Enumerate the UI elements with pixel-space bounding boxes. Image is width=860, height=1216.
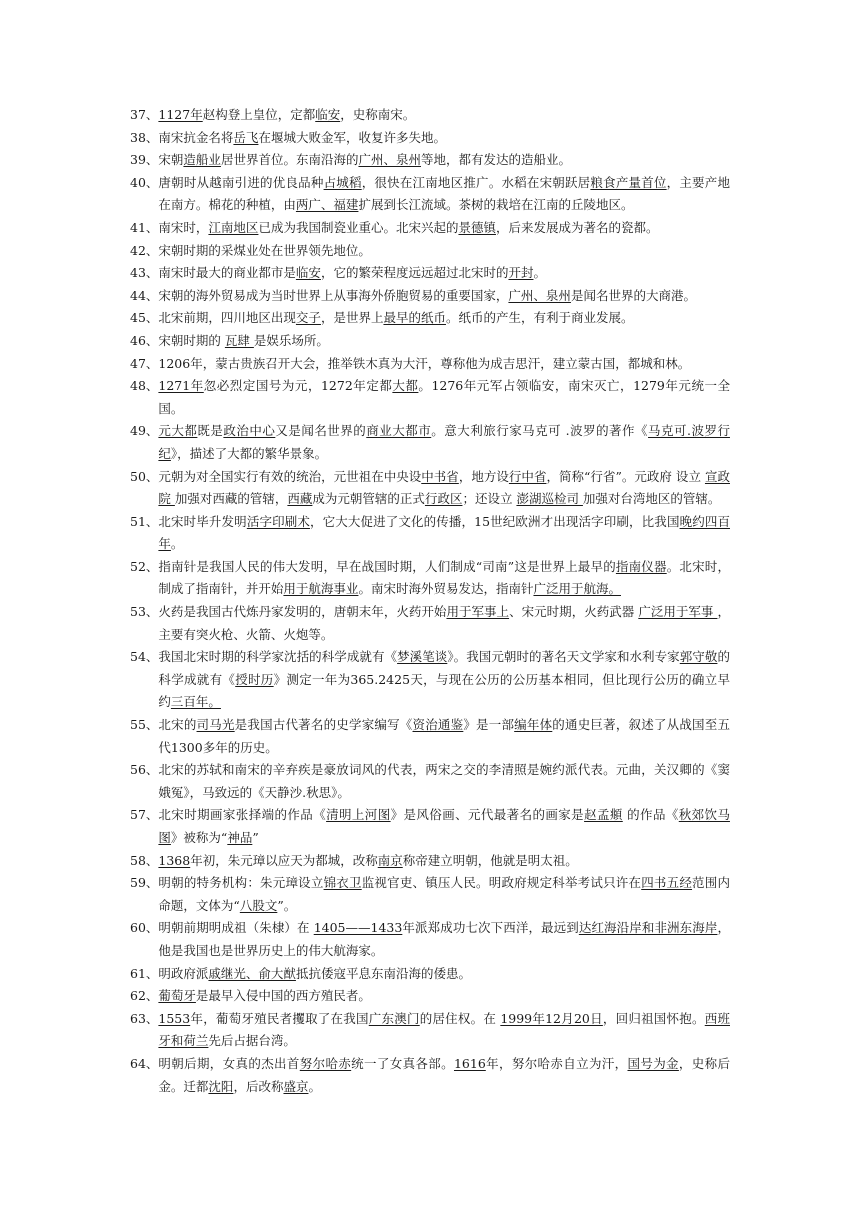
item-text (158, 511, 730, 556)
text-segment: 我国北宋时期的科学家沈括的科学成就有《 (158, 649, 398, 665)
text-segment: 忽必烈定国号为元，1272年定都 (203, 378, 393, 394)
item-number: 44、 (130, 287, 159, 303)
underlined-term: 广州、泉州 (358, 152, 421, 168)
underlined-term: 西班牙和荷兰 (158, 1010, 730, 1049)
item-text (158, 307, 730, 330)
item-number: 52、 (130, 558, 159, 574)
text-segment: 统一了女真各部。 (351, 1055, 454, 1071)
underlined-term: 澎湖巡检司 (516, 491, 583, 507)
text-segment: 年派郑成功七次下西洋，最远到 (402, 920, 579, 936)
text-segment: 在堰城大败金军，收复许多失地。 (258, 129, 446, 145)
list-item (0, 240, 730, 263)
underlined-term: 沈阳 (208, 1078, 234, 1094)
text-segment: 明政府派 (158, 965, 209, 981)
text-segment: 》，描述了大都的繁华景象。 (170, 445, 328, 461)
text-segment: ，他是我国也是世界历史上的伟大航海家。 (158, 920, 730, 958)
underlined-term: 努尔哈赤 (299, 1055, 352, 1071)
underlined-term: 宣政院 (158, 468, 730, 507)
text-segment: 宋朝时期的采煤业处在世界领先地位。 (158, 242, 371, 258)
text-segment: 。1276年元军占领临安，南宋灭亡，1279年元统一全国。 (158, 378, 730, 416)
underlined-term: 赵孟頫 (584, 807, 623, 823)
underlined-term: 梦溪笔谈 (397, 649, 448, 665)
text-segment: 等地，都有发达的造船业。 (420, 152, 571, 168)
item-number: 53、 (130, 604, 159, 620)
item-number: 38、 (130, 129, 159, 145)
item-number: 58、 (130, 852, 159, 868)
list-item (0, 963, 730, 986)
item-text (158, 759, 730, 804)
text-segment: 》是一部 (463, 717, 515, 733)
underlined-term: 1616 (453, 1055, 486, 1071)
underlined-term: 三百年。 (170, 694, 221, 710)
text-segment: 北宋时毕升发明 (158, 513, 247, 529)
list-item (0, 556, 730, 601)
underlined-term: 江南地区 (208, 219, 259, 235)
text-segment: 范围内命题，文体为“ (158, 875, 730, 913)
item-text (158, 262, 730, 285)
item-text (158, 872, 730, 917)
item-text (158, 420, 730, 465)
list-item (0, 127, 730, 150)
underlined-term: 资治通鉴 (412, 717, 464, 733)
text-segment: 明朝的特务机构：朱元璋设立 (158, 875, 324, 891)
underlined-term: 岳飞 (233, 129, 259, 145)
list-item (0, 850, 730, 873)
text-segment: 既是 (197, 423, 224, 439)
list-item (0, 353, 730, 376)
text-segment: 元朝为对全国实行有效的统治，元世祖在中央设 (158, 468, 422, 484)
underlined-term: 神品 (227, 830, 253, 845)
underlined-term: 国号为金 (627, 1055, 679, 1071)
text-segment: 。 (533, 265, 546, 281)
text-segment: ，主要有突火枪、火箭、火炮等。 (158, 604, 730, 642)
item-text (158, 963, 730, 986)
item-number: 50、 (130, 468, 159, 484)
text-segment: 宋朝时期的 (158, 332, 225, 348)
underlined-term: 达红海沿岸和非洲东海岸 (578, 920, 718, 936)
text-segment: 。意大利旅行家马克可 .波罗的著作《 (431, 423, 649, 439)
underlined-term: 行中省 (508, 468, 547, 484)
underlined-term: 大都 (392, 378, 419, 394)
item-text (158, 127, 730, 150)
text-segment: 北宋的 (158, 717, 197, 733)
item-text (158, 375, 730, 420)
list-item (0, 172, 730, 217)
text-segment: 1206年，蒙古贵族召开大会，推举铁木真为大汗，尊称他为成吉思汗，建立蒙古国，都城和林。 (158, 355, 691, 371)
text-segment: 年，努尔哈赤自立为汗， (485, 1055, 628, 1071)
underlined-term: 戚继光、俞大猷 (208, 965, 296, 981)
underlined-term: 用于军事上 (446, 604, 510, 620)
text-segment: 指南针是我国人民的伟大发明，早在战国时期，人们制成“司南”这是世界上最早的 (158, 558, 616, 574)
text-segment: 赵构登上皇位，定都 (202, 107, 316, 122)
underlined-term: 司马光 (196, 717, 235, 733)
item-text (158, 240, 730, 263)
text-segment: ，简称“行省”。元政府 设立 (546, 468, 705, 484)
list-item (0, 420, 730, 465)
text-segment: 监视官吏、镇压人民。明政府规定科举考试只许在 (361, 875, 642, 891)
text-segment: 的通史巨著，叙述了从战国至五代1300多年的历史。 (158, 717, 730, 755)
list-item (0, 1053, 730, 1098)
item-text (158, 985, 730, 1008)
item-text (158, 104, 730, 127)
underlined-term: 1553 (158, 1010, 191, 1026)
underlined-term: 元大都 (158, 423, 198, 439)
item-text (158, 466, 730, 511)
text-segment: 。纸币的产生，有利于商业发展。 (445, 310, 634, 326)
text-segment: ，它的繁荣程度远远超过北宋时的 (320, 265, 509, 281)
text-segment: ，史称后金。迁都 (158, 1055, 730, 1094)
item-number: 61、 (130, 965, 159, 981)
item-number: 40、 (130, 174, 159, 190)
underlined-term: 葡萄牙 (158, 988, 196, 1004)
list-item (0, 1008, 730, 1053)
text-segment: 加强对西藏的管辖， (174, 491, 288, 507)
item-number: 59、 (130, 875, 159, 891)
item-number: 57、 (130, 807, 159, 823)
underlined-term: 八股文 (239, 897, 278, 913)
underlined-term: 造船业 (183, 152, 221, 168)
underlined-term: 临安 (295, 265, 321, 281)
item-text (158, 804, 730, 849)
item-number: 37、 (130, 107, 159, 122)
text-segment: 北宋的苏轼和南宋的辛弃疾是豪放词风的代表，两宋之交的李清照是婉约派代表。元曲，关汉卿的《窦娥冤》，马致远的《天静沙.秋思》。 (158, 762, 730, 800)
text-segment: 火药是我国古代炼丹家发明的，唐朝末年，火药开始 (158, 604, 447, 620)
list-item (0, 149, 730, 172)
item-number: 56、 (130, 762, 159, 778)
item-text (158, 556, 730, 601)
text-segment: 称帝建立明朝，他就是明太祖。 (402, 852, 578, 868)
underlined-term: 景德镇 (458, 219, 496, 235)
text-segment: 明朝前期明成祖（朱棣）在 (158, 920, 314, 936)
text-segment: 扩展到长江流域。茶树的栽培在江南的丘陵地区。 (358, 197, 634, 213)
underlined-term: 用于航海事业 (283, 581, 359, 597)
item-number: 63、 (130, 1010, 159, 1026)
underlined-term: 广州、泉州 (508, 287, 571, 303)
underlined-term: 中书省 (421, 468, 459, 484)
text-segment: 是我国古代著名的史学家编写《 (234, 717, 413, 733)
item-number: 51、 (130, 513, 159, 529)
underlined-term: 盛京 (283, 1078, 309, 1094)
text-segment: ，主要产地在南方。棉花的种植，由 (158, 174, 730, 213)
text-segment: 宋朝 (158, 152, 184, 168)
text-segment: 的居住权。在 (419, 1010, 501, 1026)
item-text (158, 1008, 730, 1053)
list-item (0, 804, 730, 849)
item-number: 49、 (130, 423, 159, 439)
underlined-term: 1999年12月20日 (500, 1010, 603, 1026)
item-number: 48、 (130, 378, 159, 394)
text-segment: 先后占据台湾。 (208, 1033, 296, 1049)
text-segment: 宋朝的海外贸易成为当时世界上从事海外侨胞贸易的重要国家， (158, 287, 509, 303)
item-number: 45、 (130, 310, 159, 326)
underlined-term: 瓦肆 (224, 332, 254, 348)
underlined-term: 南京 (377, 852, 403, 868)
list-item (0, 714, 730, 759)
underlined-term: 1271年 (158, 378, 204, 394)
underlined-term: 指南仪器 (615, 558, 667, 574)
document-body (0, 104, 860, 1098)
text-segment: ，后改称 (233, 1078, 284, 1094)
text-segment: 又是闻名世界的 (275, 423, 367, 439)
underlined-term: 1368 (158, 852, 191, 868)
underlined-term: 1405——1433 (313, 920, 403, 936)
underlined-term: 锦衣卫 (323, 875, 362, 891)
underlined-term: 晚约四百年 (158, 513, 730, 552)
list-item (0, 307, 730, 330)
text-segment: ，后来发展成为著名的瓷都。 (495, 219, 659, 235)
list-item (0, 759, 730, 804)
text-segment: 北宋时期画家张择端的作品《 (158, 807, 327, 823)
list-item (0, 330, 730, 353)
underlined-term: 广东澳门 (368, 1010, 420, 1026)
item-number: 43、 (130, 265, 159, 281)
list-item (0, 217, 730, 240)
text-segment: 成为元朝管辖的正式 (312, 491, 425, 507)
list-item (0, 511, 730, 556)
item-number: 46、 (130, 332, 159, 348)
item-number: 39、 (130, 152, 159, 168)
underlined-term: 郭守敬 (679, 649, 718, 665)
text-segment: ；还设立 (462, 491, 517, 507)
underlined-term: 行政区 (424, 491, 463, 507)
underlined-term: 马克可.波罗行纪 (158, 423, 730, 461)
underlined-term: 四书五经 (641, 875, 693, 891)
underlined-term: 政治中心 (223, 423, 276, 439)
text-segment: 》是风俗画、元代最著名的画家是 (390, 807, 585, 823)
text-segment: 唐朝时从越南引进的优良品种 (158, 174, 324, 190)
text-segment: 。 (170, 536, 184, 552)
item-number: 54、 (130, 649, 159, 665)
underlined-term: 广泛用于航海。 (533, 581, 621, 597)
underlined-term: 交子 (295, 310, 321, 326)
text-segment: 北宋前期，四川地区出现 (158, 310, 296, 326)
underlined-term: 授时历 (235, 671, 274, 687)
text-segment: 。北宋时，制成了指南针，并开始 (158, 558, 730, 597)
text-segment: 》。我国元朝时的著名天文学家和水利专家 (447, 649, 680, 665)
list-item (0, 917, 730, 962)
item-text (158, 917, 730, 962)
item-text (158, 646, 730, 714)
underlined-term: 编年体 (514, 717, 553, 733)
text-segment: ”。 (277, 897, 297, 913)
list-item (0, 285, 730, 308)
item-text (158, 285, 730, 308)
text-segment: 加强对台湾地区的管辖。 (582, 491, 721, 507)
underlined-term: 秋郊饮马图 (158, 807, 730, 845)
text-segment: 。南宋时海外贸易发达，指南针 (358, 581, 534, 597)
list-item (0, 601, 730, 646)
text-segment: 是最早入侵中国的西方殖民者。 (195, 988, 371, 1004)
text-segment: 已成为我国制瓷业重心。北宋兴起的 (258, 219, 459, 235)
text-segment: ，史称南宋。 (340, 107, 416, 122)
text-segment: 、宋元时期，火药武器 (509, 604, 639, 620)
list-item (0, 375, 730, 420)
text-segment: 》测定一年为365.2425天，与现在公历的公历基本相同，但比现行公历的确立早约 (158, 671, 730, 710)
text-segment: 年，葡萄牙殖民者攫取了在我国 (190, 1010, 369, 1026)
item-text (158, 714, 730, 759)
text-segment: 是闻名世界的大商港。 (570, 287, 696, 303)
text-segment: 南宋抗金名将 (158, 129, 234, 145)
text-segment: ，是世界上 (320, 310, 384, 326)
underlined-term: 粮食产量首位 (590, 174, 667, 190)
item-number: 55、 (130, 717, 159, 733)
item-number: 64、 (130, 1055, 159, 1071)
text-segment: 是娱乐场所。 (253, 332, 329, 348)
underlined-term: 最早的纸币 (383, 310, 446, 326)
item-number: 41、 (130, 219, 159, 235)
text-segment: 抵抗倭寇平息东南沿海的倭患。 (295, 965, 471, 981)
text-segment: ，它大大促进了文化的传播，15世纪欧洲才出现活字印刷，比我国 (309, 513, 680, 529)
underlined-term: 开封 (508, 265, 534, 281)
text-segment: 南宋时， (158, 219, 209, 235)
underlined-term: 广泛用于军事 (638, 604, 718, 620)
list-item (0, 466, 730, 511)
list-item (0, 104, 730, 127)
item-text (158, 850, 730, 873)
item-text (158, 149, 730, 172)
text-segment: ，回归祖国怀抱。 (602, 1010, 705, 1026)
text-segment: 居世界首位。东南沿海的 (220, 152, 359, 168)
text-segment: 明朝后期，女真的杰出首 (158, 1055, 300, 1071)
list-item (0, 872, 730, 917)
underlined-term: 清明上河图 (326, 807, 391, 823)
item-text (158, 172, 730, 217)
text-segment: ” (252, 830, 259, 845)
underlined-term: 两广、福建 (295, 197, 359, 213)
item-number: 42、 (130, 242, 159, 258)
item-text (158, 601, 730, 646)
list-item (0, 646, 730, 714)
item-text (158, 330, 730, 353)
text-segment: ，地方设 (458, 468, 509, 484)
item-number: 47、 (130, 355, 159, 371)
underlined-term: 临安 (315, 107, 341, 122)
list-item (0, 262, 730, 285)
list-item (0, 985, 730, 1008)
text-segment: 》被称为“ (170, 830, 228, 845)
text-segment: 。 (308, 1078, 321, 1094)
text-segment: ，很快在江南地区推广。水稻在宋朝跃居 (361, 174, 591, 190)
text-segment: 年初，朱元璋以应天为都城，改称 (190, 852, 378, 868)
underlined-term: 商业大都市 (366, 423, 432, 439)
text-segment: 的科学成就有《 (158, 649, 730, 687)
underlined-term: 活字印刷术 (246, 513, 310, 529)
item-text (158, 353, 730, 376)
item-text (158, 217, 730, 240)
item-text (158, 1053, 730, 1098)
underlined-term: 占城稻 (323, 174, 362, 190)
item-number: 60、 (130, 920, 159, 936)
text-segment: 的作品《 (622, 807, 679, 823)
item-number: 62、 (130, 988, 159, 1004)
underlined-term: 西藏 (287, 491, 313, 507)
text-segment: 南宋时最大的商业都市是 (158, 265, 296, 281)
underlined-term: 1127年 (158, 107, 203, 122)
